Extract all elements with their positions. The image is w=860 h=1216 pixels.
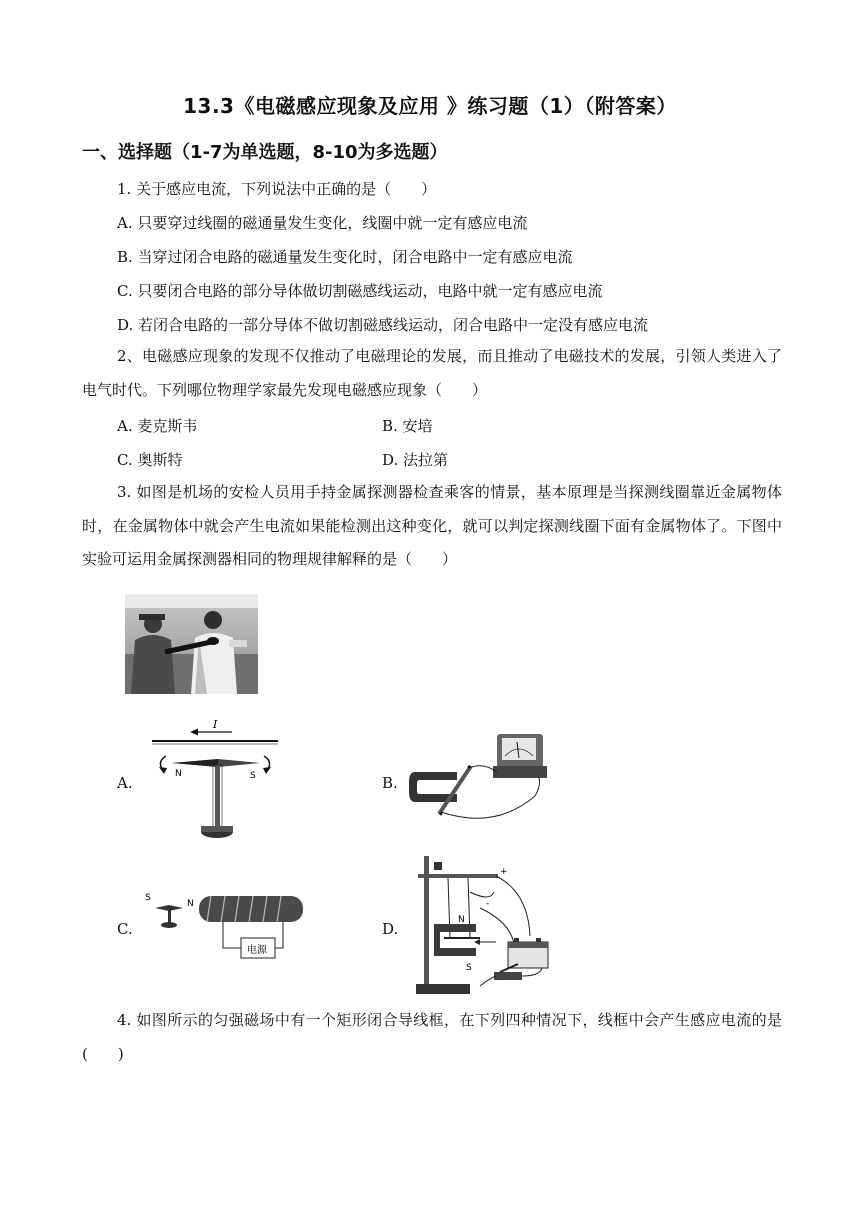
- question-3-option-d-label: D.: [382, 920, 399, 938]
- section-heading: 一、选择题（1-7为单选题，8-10为多选题）: [82, 142, 448, 163]
- question-2-option-a: A. 麦克斯韦: [117, 417, 198, 435]
- question-2-option-c: C. 奥斯特: [117, 451, 183, 469]
- question-3-option-a-label: A.: [117, 774, 133, 792]
- page-title: 13.3《电磁感应现象及应用 》练习题（1）（附答案）: [183, 94, 677, 118]
- question-3-option-b-label: B.: [382, 774, 398, 792]
- needle-south-label: S: [250, 771, 256, 781]
- compass-south-label: S: [145, 893, 151, 903]
- question-2-option-b: B. 安培: [382, 417, 433, 435]
- galvanometer-experiment-figure: [405, 730, 555, 839]
- current-label: I: [213, 718, 218, 731]
- magnet-south-label: S: [466, 963, 472, 973]
- solenoid-north-label: N: [187, 899, 194, 909]
- needle-north-label: N: [175, 769, 182, 779]
- svg-text:+: +: [500, 867, 508, 877]
- battery-circuit-experiment-figure: [410, 852, 560, 1004]
- question-2-option-d: D. 法拉第: [382, 451, 449, 469]
- question-3-option-c-label: C.: [117, 920, 133, 938]
- question-1-option-c: C. 只要闭合电路的部分导体做切割磁感线运动，电路中就一定有感应电流: [117, 282, 603, 300]
- question-1-option-a: A. 只要穿过线圈的磁通量发生变化，线圈中就一定有感应电流: [117, 214, 528, 232]
- question-4-stem: 4. 如图所示的匀强磁场中有一个矩形闭合导线框，在下列四种情况下，线框中会产生感应电流的是( ): [82, 1011, 782, 1063]
- question-1-stem: 1. 关于感应电流，下列说法中正确的是（ ）: [117, 180, 437, 198]
- question-1-option-d: D. 若闭合电路的一部分导体不做切割磁感线运动，闭合电路中一定没有感应电流: [117, 316, 649, 334]
- security-check-photo: [125, 594, 258, 698]
- svg-text:-: -: [486, 899, 490, 909]
- question-2-stem: 2、电磁感应现象的发现不仅推动了电磁理论的发展，而且推动了电磁技术的发展，引领人类进入了电气时代。下列哪位物理学家最先发现电磁感应现象（ ）: [82, 347, 782, 399]
- power-supply-label: 电源: [247, 945, 267, 956]
- question-1-option-b: B. 当穿过闭合电路的磁通量发生变化时，闭合电路中一定有感应电流: [117, 248, 573, 266]
- oersted-experiment-figure: [150, 718, 280, 847]
- question-3-stem: 3. 如图是机场的安检人员用手持金属探测器检查乘客的情景，基本原理是当探测线圈靠近金属物体时，在金属物体中就会产生电流如果能检测出这种变化，就可以判定探测线圈下面有金属物体了。下图中实验可运用金属探测器相同的物理规律解释的是（ ）: [82, 483, 782, 568]
- current-arrow-icon: [190, 729, 198, 736]
- magnet-north-label: N: [458, 915, 465, 925]
- solenoid-experiment-figure: [143, 886, 313, 972]
